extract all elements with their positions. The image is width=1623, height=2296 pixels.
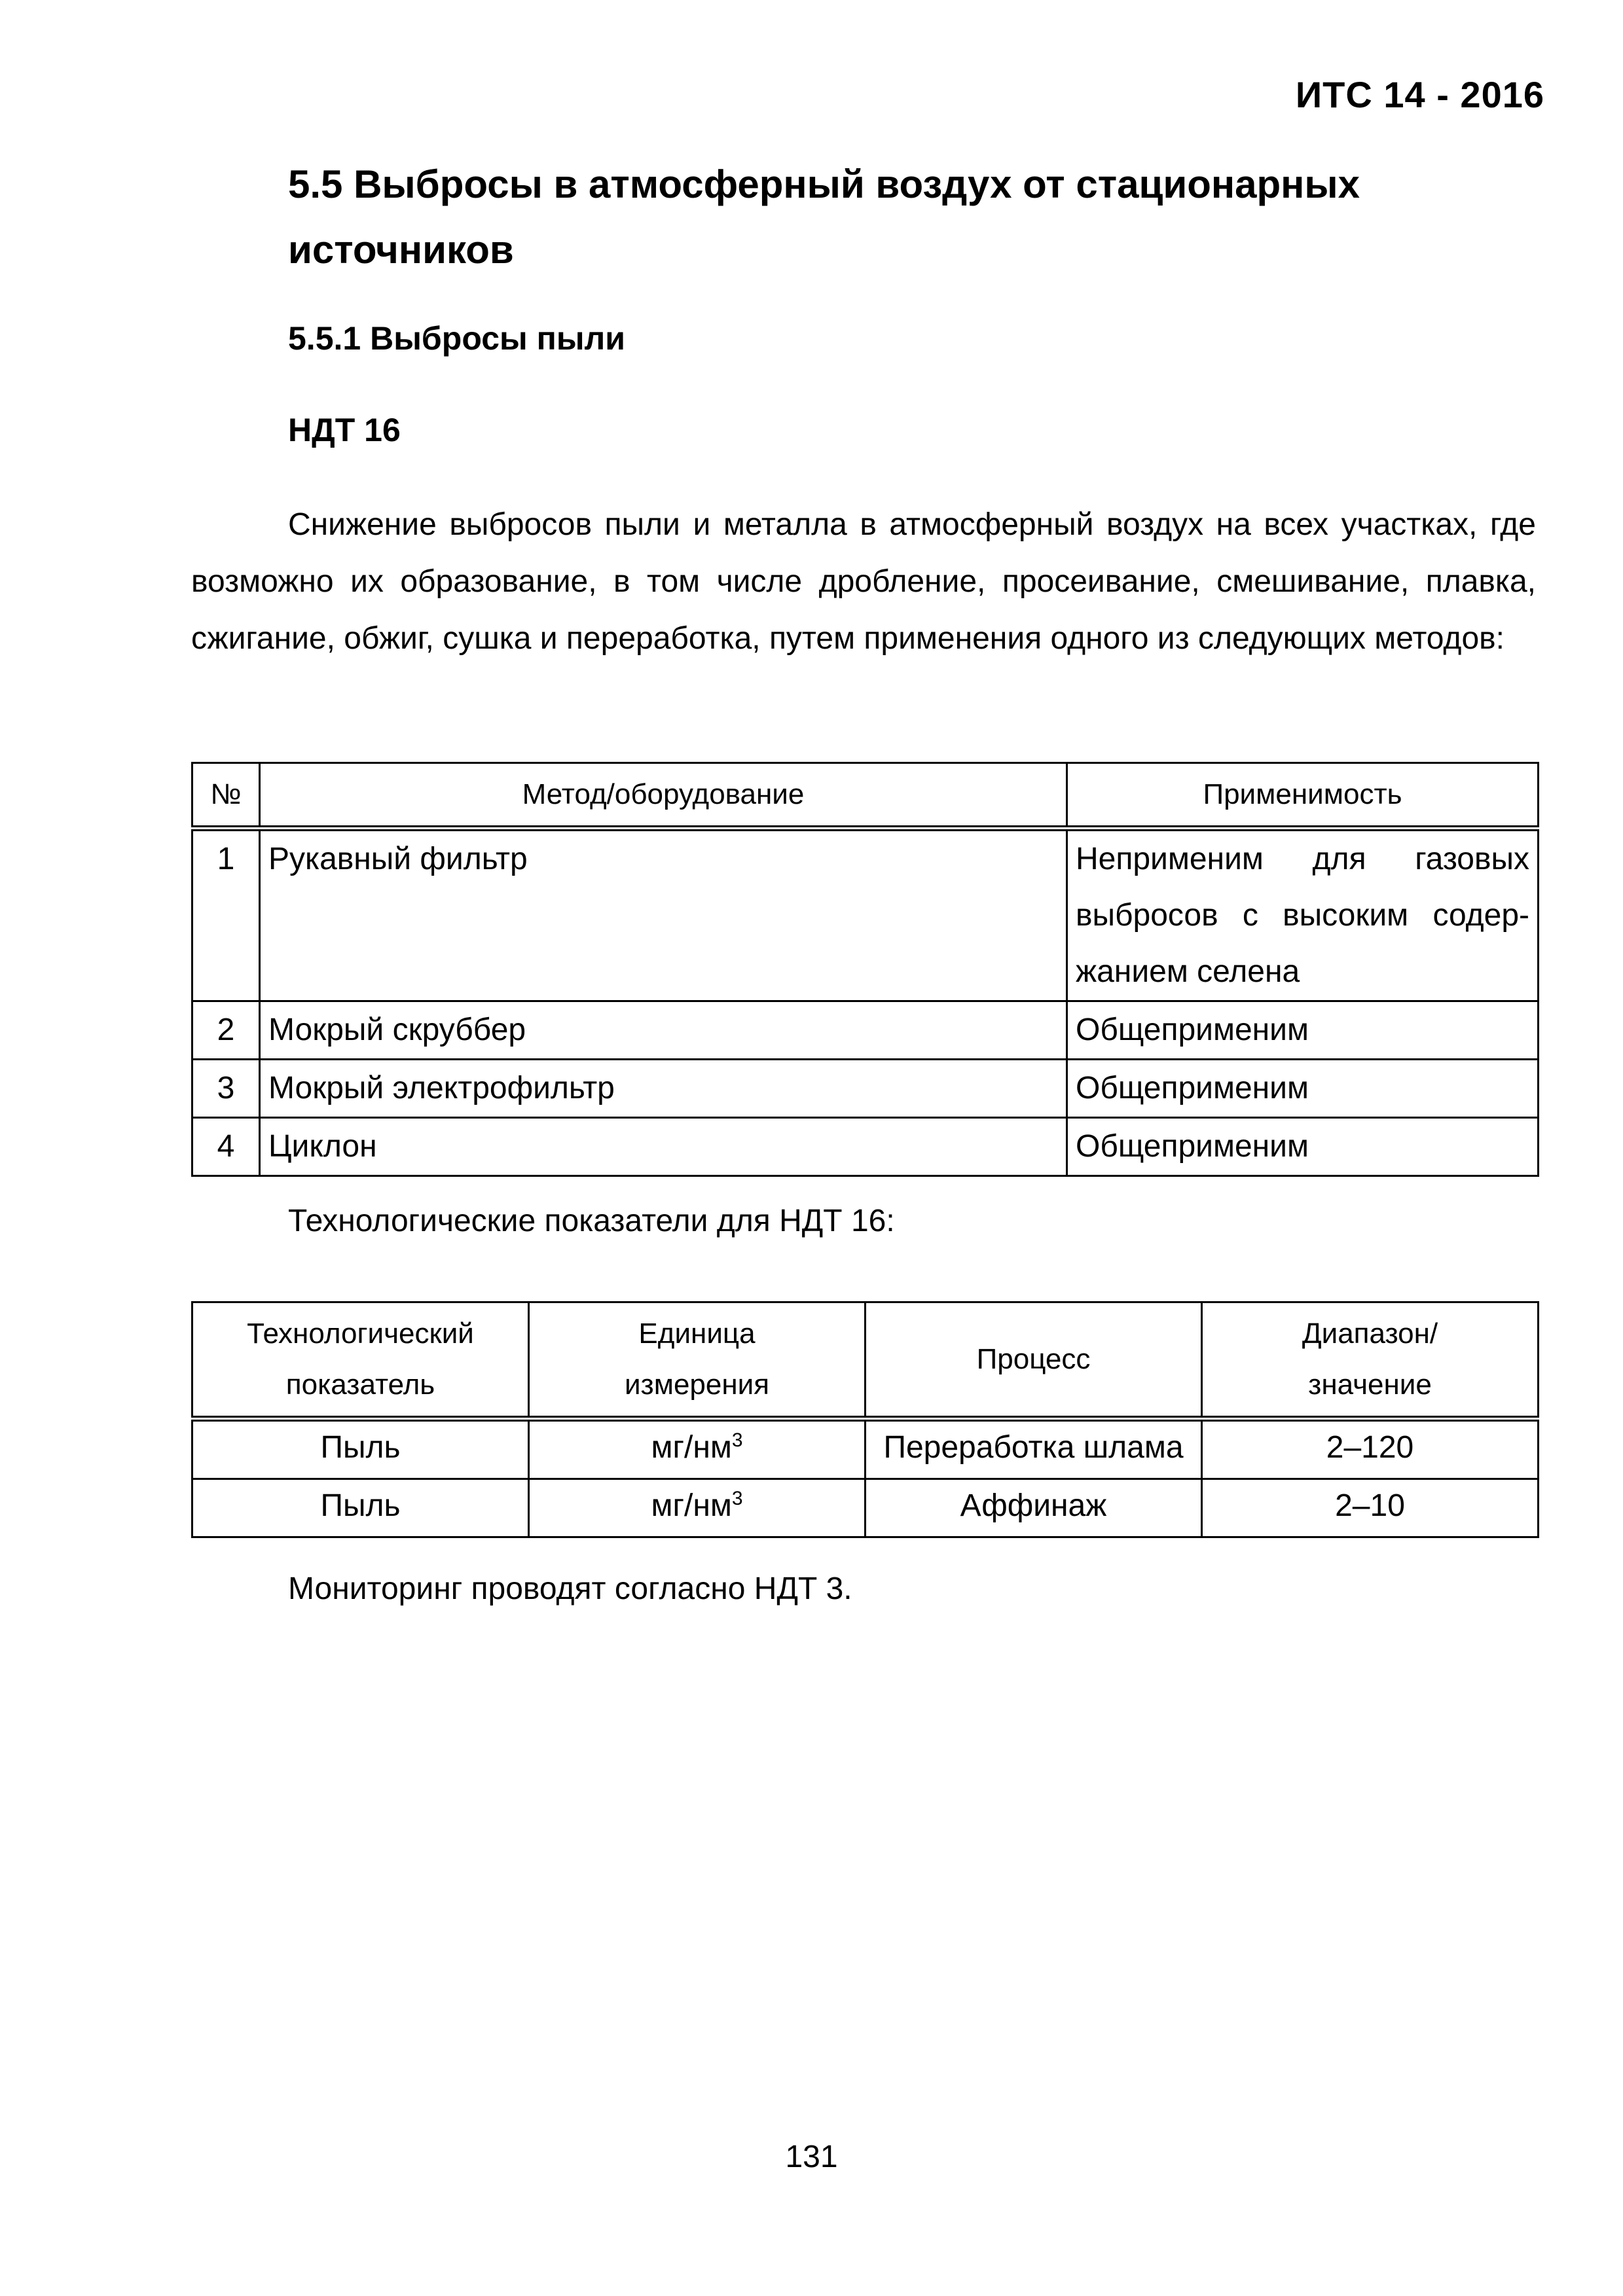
tech-header-row xyxy=(192,1302,1539,1419)
tech-indicators-caption: Технологические показатели для НДТ 16: xyxy=(288,1204,895,1238)
table-row xyxy=(192,1001,1539,1060)
row-indicator: Пыль xyxy=(192,1479,529,1537)
header-unit xyxy=(529,1302,866,1419)
header-applicability: Применимость xyxy=(1067,763,1539,829)
table-row xyxy=(192,1118,1539,1176)
row-method: Циклон xyxy=(260,1118,1067,1176)
unit-text: мг/нм xyxy=(651,1430,732,1465)
row-num: 1 xyxy=(192,829,260,1001)
subsection-title: 5.5.1 Выбросы пыли xyxy=(288,320,626,357)
header-indicator xyxy=(192,1302,529,1419)
table-row xyxy=(192,829,1539,1001)
row-num: 3 xyxy=(192,1060,260,1118)
header-indicator-line2: показатель xyxy=(285,1369,435,1401)
intro-paragraph: Снижение выбросов пыли и металла в атмосферный воздух на всех участках, где возможно их образование, в том числе дробление, просеивание, смешивание, плавка, сжигание, обжиг, сушка и переработка, путем применения одного из следующих методов: xyxy=(191,507,1536,656)
section-title: 5.5 Выбросы в атмосферный воздух от стационарных источников xyxy=(288,162,1360,272)
row-applicability: Общеприменим xyxy=(1067,1118,1539,1176)
row-method: Мокрый электрофильтр xyxy=(260,1060,1067,1118)
row-num: 4 xyxy=(192,1118,260,1176)
row-range: 2–120 xyxy=(1202,1419,1539,1479)
row-method: Мокрый скруббер xyxy=(260,1001,1067,1060)
unit-superscript: 3 xyxy=(731,1429,743,1451)
row-indicator: Пыль xyxy=(192,1419,529,1479)
table-row xyxy=(192,1419,1539,1479)
row-applicability: Общеприменим xyxy=(1067,1060,1539,1118)
header-process: Процесс xyxy=(866,1302,1202,1419)
row-range: 2–10 xyxy=(1202,1479,1539,1537)
row-process: Аффинаж xyxy=(866,1479,1202,1537)
header-range-line1: Диапазон/ xyxy=(1302,1318,1438,1350)
monitoring-note: Мониторинг проводят согласно НДТ 3. xyxy=(288,1571,852,1606)
ndt-title: НДТ 16 xyxy=(288,412,401,448)
header-method: Метод/оборудование xyxy=(260,763,1067,829)
page-number: 131 xyxy=(785,2140,838,2174)
tech-indicators-table xyxy=(191,1301,1539,1538)
table-row xyxy=(192,1479,1539,1537)
header-range-line2: значение xyxy=(1308,1369,1432,1401)
row-applicability: Неприменим для газовых выбросов с высоким содер-жанием селена xyxy=(1067,829,1539,1001)
row-num: 2 xyxy=(192,1001,260,1060)
header-range xyxy=(1202,1302,1539,1419)
row-process: Переработка шлама xyxy=(866,1419,1202,1479)
header-unit-line2: измерения xyxy=(624,1369,770,1401)
header-indicator-line1: Технологический xyxy=(247,1318,474,1350)
row-unit xyxy=(529,1419,866,1479)
methods-table xyxy=(191,762,1539,1177)
header-unit-line1: Единица xyxy=(638,1318,756,1350)
document-code: ИТС 14 - 2016 xyxy=(1295,74,1544,115)
methods-header-row xyxy=(192,763,1539,829)
header-num: № xyxy=(192,763,260,829)
row-method: Рукавный фильтр xyxy=(260,829,1067,1001)
unit-text: мг/нм xyxy=(651,1488,732,1523)
table-row xyxy=(192,1060,1539,1118)
row-unit xyxy=(529,1479,866,1537)
unit-superscript: 3 xyxy=(731,1488,743,1509)
row-applicability: Общеприменим xyxy=(1067,1001,1539,1060)
